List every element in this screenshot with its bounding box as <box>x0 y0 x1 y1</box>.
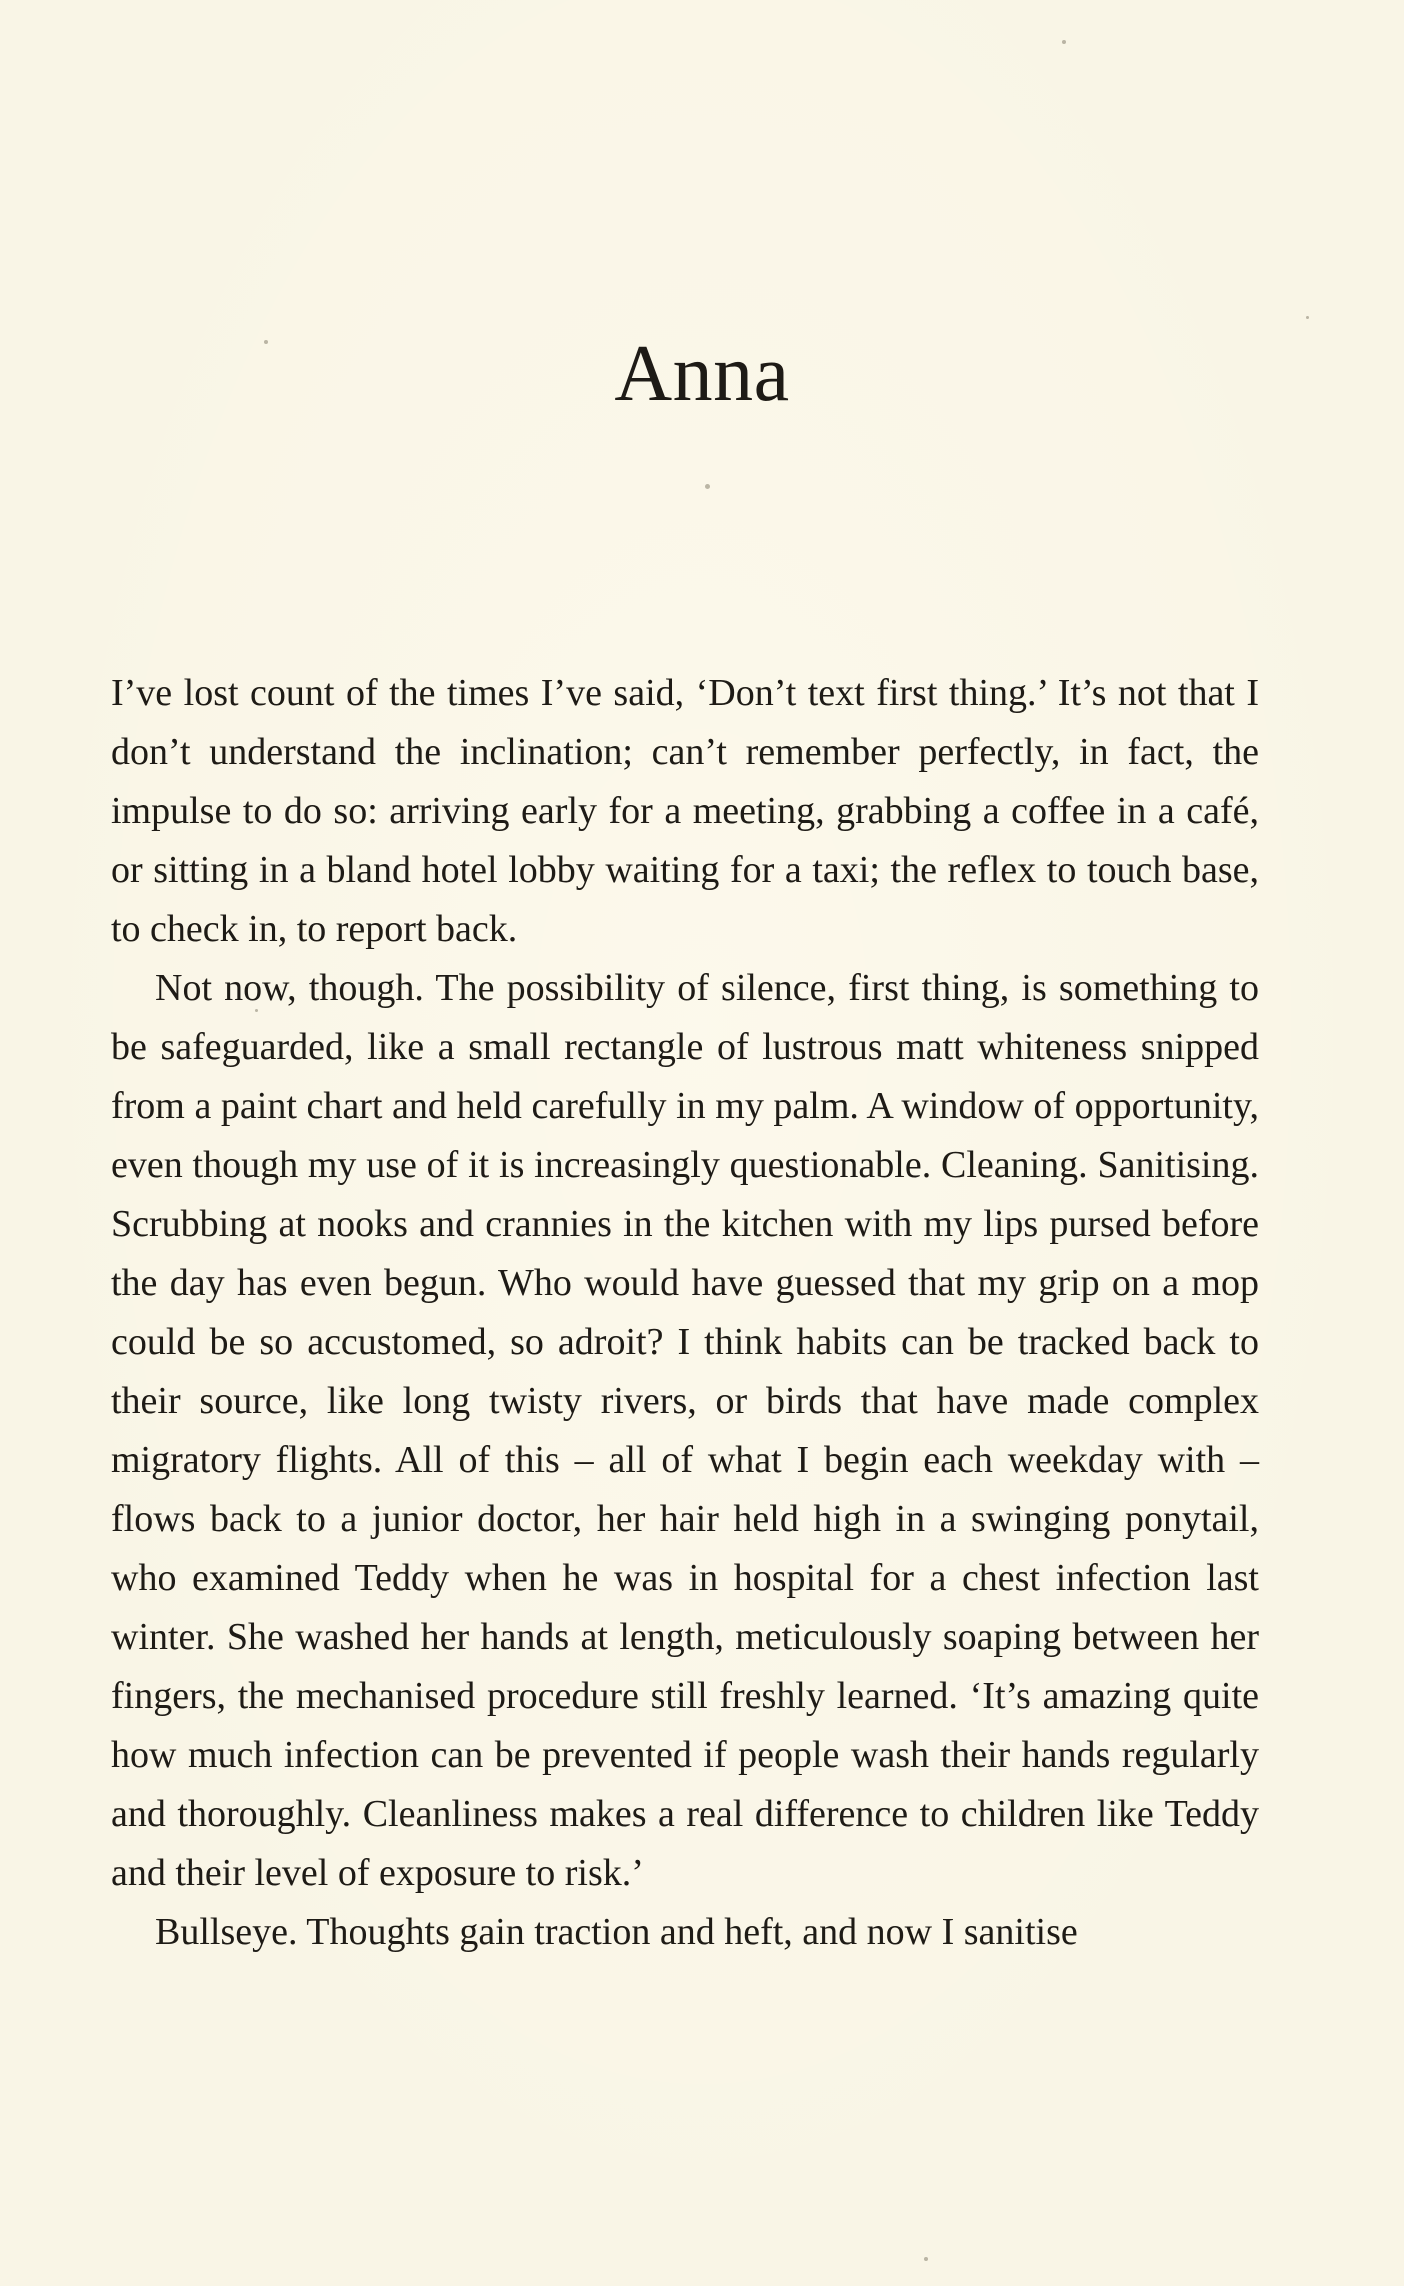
paragraph: I’ve lost count of the times I’ve said, ‘Don’t text first thing.’ It’s not that I don’t understand the inclination; can’t remember perfectly, in fact, the impulse to do so: arriving early for a meeting, grabbing a coffee in a café, or sitting in a bland hotel lobby waiting for a taxi; the reflex to touch base, to check in, to report back. <box>111 672 1259 950</box>
paragraph: Bullseye. Thoughts gain traction and heft, and now I sanitise <box>155 1911 1078 1953</box>
chapter-title: Anna <box>614 330 790 418</box>
paper-speck <box>1062 40 1066 44</box>
paper-speck <box>1306 316 1309 319</box>
paragraph: Not now, though. The possibility of silence, first thing, is something to be safeguarded, like a small rectangle of lustrous matt whiteness snipped from a paint chart and held carefully in my palm. A window of opportunity, even though my use of it is increasingly questionable. Cleaning. Sanitising. Scrubbing at nooks and crannies in the kitchen with my lips pursed before the day has even begun. Who would have guessed that my grip on a mop could be so accustomed, so adroit? I think habits can be tracked back to their source, like long twisty rivers, or birds that have made complex migratory flights. All of this – all of what I begin each weekday with – flows back to a junior doctor, her hair held high in a swinging ponytail, who examined Teddy when he was in hospital for a chest infection last winter. She washed her hands at length, meticulously soaping between her fingers, the mechanised procedure still freshly learned. ‘It’s amazing quite how much infection can be prevented if people wash their hands regularly and thoroughly. Cleanliness makes a real difference to children like Teddy and their level of exposure to risk.’ <box>111 967 1259 1894</box>
paper-speck <box>705 484 710 489</box>
paper-speck <box>924 2257 928 2261</box>
chapter-body <box>111 664 1259 1962</box>
